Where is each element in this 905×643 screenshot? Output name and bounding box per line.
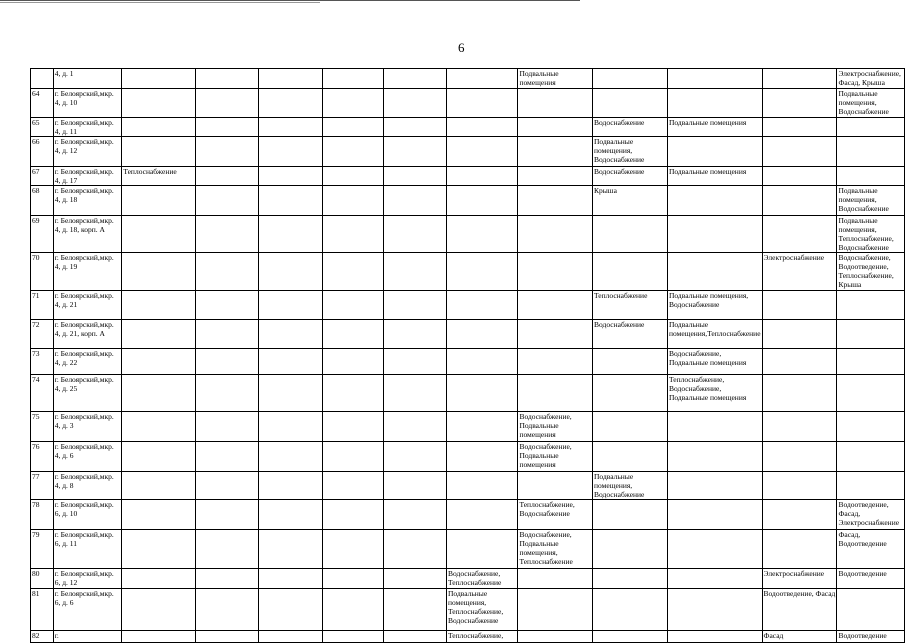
col-10-cell: Подвальные помещения, Водоснабжение <box>593 137 668 167</box>
col-7-cell <box>384 530 447 569</box>
address-cell: 4, д. 1 <box>53 69 122 89</box>
col-9-cell <box>518 291 593 320</box>
col-8-cell <box>447 375 518 412</box>
col-12-cell <box>762 167 837 186</box>
col-8-cell: Подвальные помещения, Теплоснабжение, Водоснабжение <box>447 589 518 631</box>
table-row <box>31 186 905 216</box>
col-11-cell: Подвальные помещения,Теплоснабжение <box>667 320 762 349</box>
col-7-cell <box>384 500 447 530</box>
row-number: 67 <box>31 167 54 186</box>
col-11-cell <box>667 253 762 291</box>
col-13-cell: Водоснабжение, Водоотведение, Теплоснабжение, Крыша <box>837 253 905 291</box>
col-12-cell <box>762 89 837 118</box>
col-12-cell <box>762 186 837 216</box>
col-8-cell: Водоснабжение, Теплоснабжение <box>447 569 518 589</box>
col-12-cell: Электроснабжение <box>762 569 837 589</box>
row-number: 73 <box>31 349 54 375</box>
col-3-cell <box>122 631 195 643</box>
col-6-cell <box>322 530 383 569</box>
row-number: 64 <box>31 89 54 118</box>
col-13-cell <box>837 167 905 186</box>
col-7-cell <box>384 167 447 186</box>
col-12-cell: Фасад <box>762 631 837 643</box>
table-row <box>31 216 905 253</box>
col-5-cell <box>259 69 323 89</box>
col-3-cell <box>122 291 195 320</box>
col-6-cell <box>322 472 383 500</box>
col-4-cell <box>195 291 259 320</box>
col-12-cell <box>762 500 837 530</box>
col-8-cell <box>447 167 518 186</box>
address-cell: г. Белоярский,мкр. 6, д. 12 <box>53 569 122 589</box>
table-row <box>31 472 905 500</box>
address-cell: г. Белоярский,мкр. 6, д. 10 <box>53 500 122 530</box>
col-13-cell <box>837 349 905 375</box>
col-12-cell <box>762 137 837 167</box>
table-row <box>31 375 905 412</box>
col-11-cell: Подвальные помещения, Водоснабжение <box>667 291 762 320</box>
col-3-cell <box>122 442 195 472</box>
col-8-cell <box>447 137 518 167</box>
col-13-cell: Фасад, Водоотведение <box>837 530 905 569</box>
col-9-cell <box>518 472 593 500</box>
address-cell: г. Белоярский,мкр. 4, д. 25 <box>53 375 122 412</box>
col-9-cell <box>518 89 593 118</box>
col-6-cell <box>322 375 383 412</box>
scan-top-line-faint <box>0 2 320 3</box>
col-4-cell <box>195 216 259 253</box>
col-9-cell <box>518 589 593 631</box>
table-row <box>31 167 905 186</box>
col-11-cell <box>667 530 762 569</box>
col-3-cell <box>122 412 195 442</box>
col-9-cell <box>518 167 593 186</box>
col-6-cell <box>322 631 383 643</box>
table-row <box>31 530 905 569</box>
col-10-cell <box>593 569 668 589</box>
col-3-cell: Теплоснабжение <box>122 167 195 186</box>
table-row <box>31 349 905 375</box>
address-cell: г. Белоярский,мкр. 4, д. 6 <box>53 442 122 472</box>
col-9-cell: Теплоснабжение, Водоснабжение <box>518 500 593 530</box>
col-5-cell <box>259 137 323 167</box>
col-8-cell <box>447 412 518 442</box>
col-3-cell <box>122 530 195 569</box>
col-10-cell: Водоснабжение <box>593 118 668 137</box>
col-8-cell <box>447 530 518 569</box>
table-row <box>31 500 905 530</box>
col-11-cell <box>667 216 762 253</box>
col-5-cell <box>259 442 323 472</box>
col-4-cell <box>195 320 259 349</box>
col-9-cell <box>518 375 593 412</box>
col-4-cell <box>195 167 259 186</box>
col-12-cell <box>762 349 837 375</box>
col-9-cell <box>518 216 593 253</box>
col-3-cell <box>122 375 195 412</box>
col-12-cell <box>762 291 837 320</box>
col-9-cell: Водоснабжение, Подвальные помещения <box>518 442 593 472</box>
col-8-cell <box>447 500 518 530</box>
address-cell: г. <box>53 631 122 643</box>
col-5-cell <box>259 412 323 442</box>
works-table <box>30 68 905 643</box>
col-7-cell <box>384 349 447 375</box>
col-12-cell <box>762 69 837 89</box>
col-11-cell: Водоснабжение, Подвальные помещения <box>667 349 762 375</box>
col-12-cell <box>762 375 837 412</box>
col-4-cell <box>195 349 259 375</box>
table-row <box>31 291 905 320</box>
col-8-cell <box>447 69 518 89</box>
col-3-cell <box>122 569 195 589</box>
col-6-cell <box>322 118 383 137</box>
col-12-cell <box>762 118 837 137</box>
col-11-cell <box>667 69 762 89</box>
col-8-cell <box>447 349 518 375</box>
col-7-cell <box>384 137 447 167</box>
col-7-cell <box>384 320 447 349</box>
col-10-cell <box>593 442 668 472</box>
col-7-cell <box>384 569 447 589</box>
col-4-cell <box>195 412 259 442</box>
col-5-cell <box>259 253 323 291</box>
col-6-cell <box>322 137 383 167</box>
row-number: 80 <box>31 569 54 589</box>
col-9-cell <box>518 118 593 137</box>
table-row <box>31 320 905 349</box>
address-cell: г. Белоярский,мкр. 4, д. 10 <box>53 89 122 118</box>
col-10-cell <box>593 69 668 89</box>
col-3-cell <box>122 472 195 500</box>
row-number: 71 <box>31 291 54 320</box>
page-number: 6 <box>458 40 465 55</box>
col-5-cell <box>259 167 323 186</box>
col-3-cell <box>122 118 195 137</box>
col-5-cell <box>259 320 323 349</box>
address-cell: г. Белоярский,мкр. 4, д. 22 <box>53 349 122 375</box>
row-number: 65 <box>31 118 54 137</box>
col-10-cell <box>593 89 668 118</box>
col-4-cell <box>195 631 259 643</box>
table-row <box>31 589 905 631</box>
col-7-cell <box>384 375 447 412</box>
address-cell: г. Белоярский,мкр. 6, д. 6 <box>53 589 122 631</box>
col-8-cell <box>447 442 518 472</box>
col-10-cell <box>593 216 668 253</box>
col-6-cell <box>322 500 383 530</box>
col-11-cell <box>667 442 762 472</box>
col-4-cell <box>195 500 259 530</box>
table-row <box>31 569 905 589</box>
col-5-cell <box>259 589 323 631</box>
row-number: 77 <box>31 472 54 500</box>
col-3-cell <box>122 89 195 118</box>
col-13-cell: Электроснабжение, Фасад, Крыша <box>837 69 905 89</box>
col-7-cell <box>384 69 447 89</box>
col-11-cell <box>667 472 762 500</box>
col-3-cell <box>122 500 195 530</box>
col-10-cell: Теплоснабжение <box>593 291 668 320</box>
col-6-cell <box>322 216 383 253</box>
address-cell: г. Белоярский,мкр. 4, д. 3 <box>53 412 122 442</box>
col-10-cell <box>593 631 668 643</box>
row-number: 76 <box>31 442 54 472</box>
row-number: 82 <box>31 631 54 643</box>
col-10-cell <box>593 530 668 569</box>
col-7-cell <box>384 291 447 320</box>
address-cell: г. Белоярский,мкр. 4, д. 18, корп. А <box>53 216 122 253</box>
col-8-cell <box>447 89 518 118</box>
col-4-cell <box>195 472 259 500</box>
row-number: 69 <box>31 216 54 253</box>
address-cell: г. Белоярский,мкр. 4, д. 21, корп. А <box>53 320 122 349</box>
col-11-cell <box>667 137 762 167</box>
col-13-cell <box>837 291 905 320</box>
address-cell: г. Белоярский,мкр. 4, д. 8 <box>53 472 122 500</box>
row-number: 72 <box>31 320 54 349</box>
table-row <box>31 89 905 118</box>
col-11-cell <box>667 500 762 530</box>
col-12-cell <box>762 472 837 500</box>
col-6-cell <box>322 89 383 118</box>
col-13-cell <box>837 442 905 472</box>
col-10-cell: Подвальные помещения, Водоснабжение <box>593 472 668 500</box>
col-8-cell <box>447 118 518 137</box>
col-5-cell <box>259 472 323 500</box>
table-row <box>31 118 905 137</box>
col-11-cell <box>667 589 762 631</box>
col-13-cell: Водоотведение, Фасад, Электроснабжение <box>837 500 905 530</box>
col-5-cell <box>259 631 323 643</box>
col-13-cell: Водоотведение <box>837 631 905 643</box>
col-8-cell: Теплоснабжение, <box>447 631 518 643</box>
table-row <box>31 253 905 291</box>
col-5-cell <box>259 500 323 530</box>
col-7-cell <box>384 216 447 253</box>
row-number: 78 <box>31 500 54 530</box>
col-4-cell <box>195 375 259 412</box>
col-10-cell <box>593 375 668 412</box>
col-11-cell: Подвальные помещения <box>667 167 762 186</box>
row-number: 75 <box>31 412 54 442</box>
col-5-cell <box>259 530 323 569</box>
col-10-cell: Крыша <box>593 186 668 216</box>
col-7-cell <box>384 631 447 643</box>
col-8-cell <box>447 291 518 320</box>
col-6-cell <box>322 186 383 216</box>
col-11-cell <box>667 89 762 118</box>
col-6-cell <box>322 349 383 375</box>
row-number: 68 <box>31 186 54 216</box>
col-9-cell <box>518 186 593 216</box>
col-11-cell: Теплоснабжение, Водоснабжение, Подвальные помещения <box>667 375 762 412</box>
col-5-cell <box>259 349 323 375</box>
col-4-cell <box>195 442 259 472</box>
col-6-cell <box>322 412 383 442</box>
col-9-cell: Водоснабжение, Подвальные помещения <box>518 412 593 442</box>
col-6-cell <box>322 253 383 291</box>
col-12-cell <box>762 530 837 569</box>
col-4-cell <box>195 69 259 89</box>
col-6-cell <box>322 69 383 89</box>
col-6-cell <box>322 320 383 349</box>
col-7-cell <box>384 589 447 631</box>
col-5-cell <box>259 291 323 320</box>
address-cell: г. Белоярский,мкр. 4, д. 19 <box>53 253 122 291</box>
col-11-cell <box>667 412 762 442</box>
col-12-cell <box>762 320 837 349</box>
col-10-cell <box>593 253 668 291</box>
col-8-cell <box>447 186 518 216</box>
table-row <box>31 412 905 442</box>
row-number: 74 <box>31 375 54 412</box>
col-3-cell <box>122 216 195 253</box>
col-6-cell <box>322 291 383 320</box>
col-10-cell <box>593 349 668 375</box>
col-13-cell <box>837 137 905 167</box>
col-13-cell <box>837 375 905 412</box>
col-3-cell <box>122 186 195 216</box>
col-6-cell <box>322 167 383 186</box>
row-number: 70 <box>31 253 54 291</box>
row-number: 66 <box>31 137 54 167</box>
row-number: 79 <box>31 530 54 569</box>
col-3-cell <box>122 320 195 349</box>
col-4-cell <box>195 589 259 631</box>
col-8-cell <box>447 472 518 500</box>
col-6-cell <box>322 589 383 631</box>
col-7-cell <box>384 253 447 291</box>
col-3-cell <box>122 253 195 291</box>
col-13-cell: Водоотведение <box>837 569 905 589</box>
col-10-cell: Водоснабжение <box>593 167 668 186</box>
col-12-cell: Водоотведение, Фасад <box>762 589 837 631</box>
col-6-cell <box>322 569 383 589</box>
col-13-cell: Подвальные помещения, Теплоснабжение, Водоснабжение <box>837 216 905 253</box>
col-9-cell: Подвальные помещения <box>518 69 593 89</box>
col-13-cell: Подвальные помещения, Водоснабжение <box>837 186 905 216</box>
col-13-cell <box>837 118 905 137</box>
col-10-cell <box>593 500 668 530</box>
col-9-cell <box>518 631 593 643</box>
col-13-cell <box>837 320 905 349</box>
col-9-cell <box>518 569 593 589</box>
col-5-cell <box>259 186 323 216</box>
col-8-cell <box>447 216 518 253</box>
col-11-cell <box>667 569 762 589</box>
col-9-cell <box>518 137 593 167</box>
col-4-cell <box>195 569 259 589</box>
col-9-cell <box>518 349 593 375</box>
col-4-cell <box>195 530 259 569</box>
table-row <box>31 442 905 472</box>
address-cell: г. Белоярский,мкр. 4, д. 12 <box>53 137 122 167</box>
address-cell: г. Белоярский,мкр. 4, д. 21 <box>53 291 122 320</box>
col-7-cell <box>384 472 447 500</box>
col-4-cell <box>195 186 259 216</box>
row-number: 81 <box>31 589 54 631</box>
address-cell: г. Белоярский,мкр. 4, д. 11 <box>53 118 122 137</box>
col-3-cell <box>122 589 195 631</box>
col-10-cell: Водоснабжение <box>593 320 668 349</box>
col-13-cell <box>837 589 905 631</box>
col-13-cell: Подвальные помещения, Водоснабжение <box>837 89 905 118</box>
table-row <box>31 631 905 643</box>
col-3-cell <box>122 349 195 375</box>
col-12-cell <box>762 442 837 472</box>
col-11-cell: Подвальные помещения <box>667 118 762 137</box>
col-4-cell <box>195 89 259 118</box>
address-cell: г. Белоярский,мкр. 6, д. 11 <box>53 530 122 569</box>
col-4-cell <box>195 118 259 137</box>
col-9-cell <box>518 320 593 349</box>
col-12-cell <box>762 412 837 442</box>
row-number <box>31 69 54 89</box>
col-4-cell <box>195 253 259 291</box>
col-6-cell <box>322 442 383 472</box>
col-12-cell: Электроснабжение <box>762 253 837 291</box>
col-9-cell: Водоснабжение, Подвальные помещения, Теплоснабжение <box>518 530 593 569</box>
col-5-cell <box>259 118 323 137</box>
col-13-cell <box>837 472 905 500</box>
col-9-cell <box>518 253 593 291</box>
col-10-cell <box>593 412 668 442</box>
col-11-cell <box>667 631 762 643</box>
col-3-cell <box>122 69 195 89</box>
col-8-cell <box>447 253 518 291</box>
col-8-cell <box>447 320 518 349</box>
col-7-cell <box>384 442 447 472</box>
col-5-cell <box>259 569 323 589</box>
col-5-cell <box>259 89 323 118</box>
col-7-cell <box>384 89 447 118</box>
table-row <box>31 137 905 167</box>
col-11-cell <box>667 186 762 216</box>
col-5-cell <box>259 375 323 412</box>
col-7-cell <box>384 412 447 442</box>
col-10-cell <box>593 589 668 631</box>
col-7-cell <box>384 118 447 137</box>
col-4-cell <box>195 137 259 167</box>
address-cell: г. Белоярский,мкр. 4, д. 17 <box>53 167 122 186</box>
scan-top-line <box>0 0 580 1</box>
col-3-cell <box>122 137 195 167</box>
col-5-cell <box>259 216 323 253</box>
col-12-cell <box>762 216 837 253</box>
col-13-cell <box>837 412 905 442</box>
table-row <box>31 69 905 89</box>
col-7-cell <box>384 186 447 216</box>
address-cell: г. Белоярский,мкр. 4, д. 18 <box>53 186 122 216</box>
